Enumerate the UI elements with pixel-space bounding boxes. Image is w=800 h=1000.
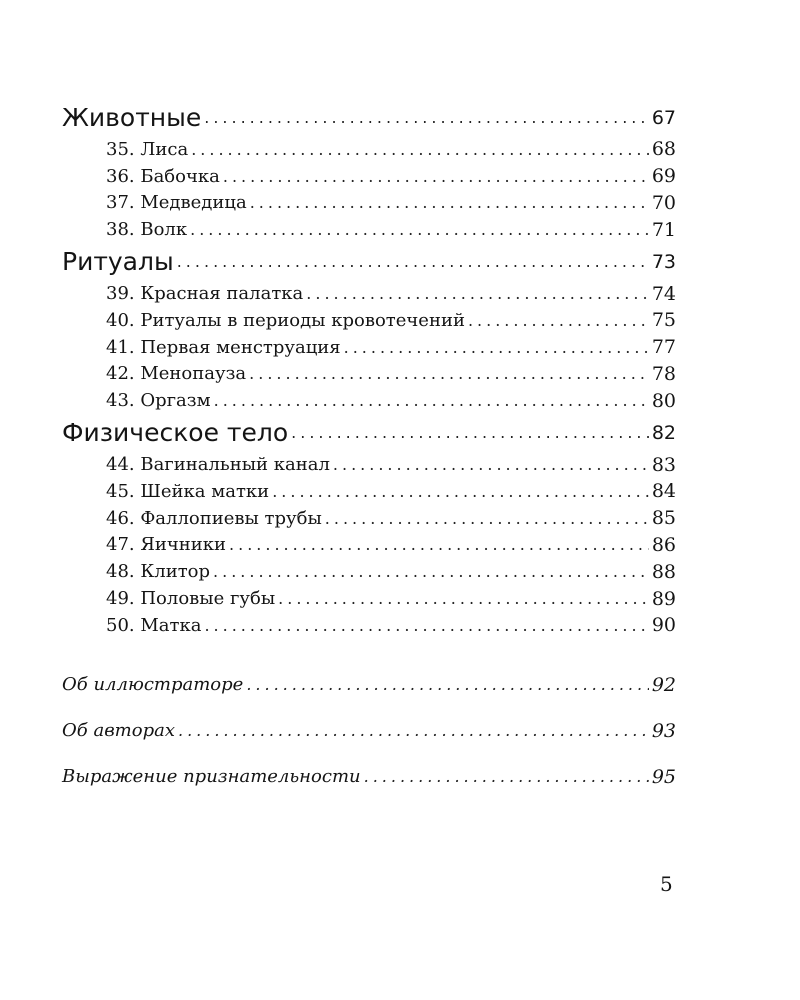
entry-label: 43. Оргазм [106,390,211,412]
table-of-contents [62,99,676,800]
entry-page: 68 [651,138,676,161]
entry-label: 48. Клитор [106,561,211,583]
dot-leader [278,589,649,608]
dot-leader [190,220,649,239]
toc-section-heading [62,414,676,451]
entry-label: Выражение признательности [62,766,361,788]
toc-entry [62,478,676,505]
section-page: 67 [651,106,676,129]
toc-entry [62,163,676,190]
dot-leader [306,284,649,303]
entry-label: 35. Лиса [106,138,189,160]
entry-label: 45. Шейка матки [106,480,270,502]
toc-backmatter-entry [62,754,676,800]
toc-entry [62,216,676,243]
toc-entry [62,558,676,585]
dot-leader [214,391,649,410]
toc-entry [62,334,676,361]
dot-leader [213,562,649,581]
dot-leader [178,721,649,740]
entry-page: 70 [651,191,676,214]
dot-leader [204,108,649,127]
toc-entry [62,190,676,217]
dot-leader [249,364,649,383]
dot-leader [468,311,649,330]
entry-page: 77 [651,336,676,359]
dot-leader [223,167,649,186]
section-page: 73 [651,250,676,273]
section-title: Животные [62,103,202,132]
entry-label: 40. Ритуалы в периоды кровотечений [106,309,465,331]
entry-label: 47. Яичники [106,534,227,556]
dot-leader [272,482,649,501]
entry-page: 90 [651,614,676,637]
toc-entry [62,532,676,559]
entry-page: 86 [651,533,676,556]
entry-label: Об иллюстраторе [62,674,244,696]
entry-page: 85 [651,507,676,530]
toc-entry [62,451,676,478]
dot-leader [291,423,649,442]
entry-label: 46. Фаллопиевы трубы [106,507,322,529]
toc-entry [62,505,676,532]
entry-label: Об авторах [62,720,175,742]
toc-section-heading [62,99,676,136]
dot-leader [325,509,649,528]
entry-label: 39. Красная палатка [106,283,304,305]
dot-leader [229,535,649,554]
dot-leader [246,675,649,694]
entry-label: 44. Вагинальный канал [106,454,330,476]
entry-page: 83 [651,453,676,476]
section-title: Физическое тело [62,418,289,448]
entry-page: 89 [651,587,676,610]
toc-backmatter-entry [62,662,676,708]
entry-label: 41. Первая менструация [106,336,341,358]
dot-leader [204,616,648,635]
toc-entry [62,136,676,163]
toc-entry [62,307,676,334]
toc-section-heading [62,243,676,280]
entry-page: 71 [651,218,676,241]
entry-label: 42. Менопауза [106,363,247,385]
dot-leader [177,252,649,271]
toc-entry [62,612,676,639]
dot-leader [364,767,649,786]
entry-page: 78 [651,362,676,385]
toc-backmatter-entry [62,708,676,754]
entry-label: 38. Волк [106,219,188,241]
page-number: 5 [660,872,673,896]
entry-label: 50. Матка [106,614,202,636]
dot-leader [333,455,649,474]
dot-leader [191,140,649,159]
entry-label: 37. Медведица [106,192,247,214]
entry-label: 49. Половые губы [106,588,276,610]
dot-leader [344,338,649,357]
toc-entry [62,585,676,612]
entry-page: 88 [651,560,676,583]
entry-label: 36. Бабочка [106,165,220,187]
dot-leader [250,193,649,212]
section-title: Ритуалы [62,247,174,277]
entry-page: 84 [651,480,676,503]
toc-entry [62,361,676,388]
entry-page: 93 [651,719,676,742]
toc-entry [62,280,676,307]
entry-page: 75 [651,309,676,332]
entry-page: 92 [651,673,676,696]
entry-page: 95 [651,765,676,788]
entry-page: 80 [651,389,676,412]
entry-page: 69 [651,165,676,188]
section-page: 82 [651,421,676,444]
toc-entry [62,387,676,414]
entry-page: 74 [651,282,676,305]
